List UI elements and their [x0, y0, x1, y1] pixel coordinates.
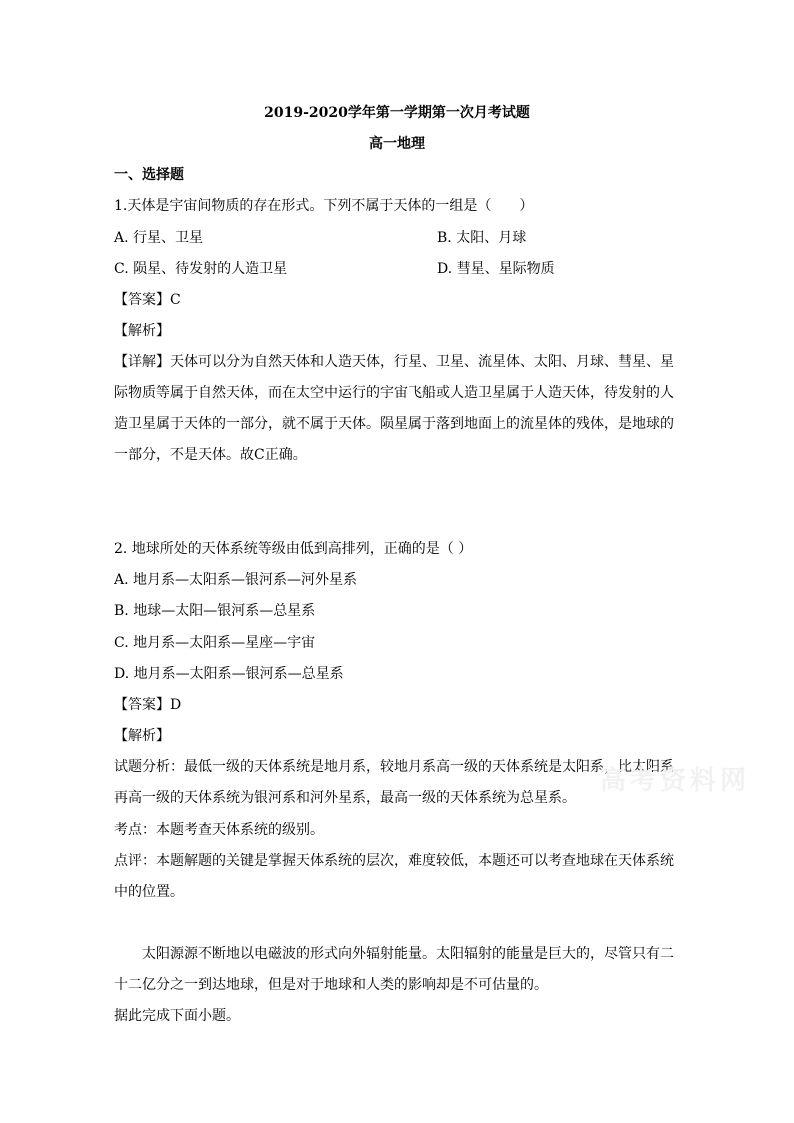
question-2-option-b: B. 地球—太阳—银河系—总星系 — [114, 603, 316, 619]
exam-title: 2019-2020学年第一学期第一次月考试题 — [264, 105, 530, 121]
question-1-stem: 1.天体是宇宙间物质的存在形式。下列不属于天体的一组是（ ） — [114, 198, 534, 214]
question-2-stem: 2. 地球所处的天体系统等级由低到高排列，正确的是（ ） — [114, 541, 473, 557]
question-2-analysis-line: 再高一级的天体系统为银河系和河外星系，最高一级的天体系统为总星系。 — [114, 790, 576, 806]
question-1-option-d: D. 彗星、星际物质 — [437, 261, 555, 277]
material-instruction: 据此完成下面小题。 — [114, 1008, 240, 1024]
question-1-detail-line: 际物质等属于自然天体，而在太空中运行的宇宙飞船或人造卫星属于人造天体，待发射的人 — [114, 385, 674, 401]
exam-subject: 高一地理 — [369, 136, 425, 152]
question-2-answer: 【答案】D — [114, 697, 182, 713]
question-1-answer: 【答案】C — [114, 292, 181, 308]
question-1-detail-line: 【详解】天体可以分为自然天体和人造天体，行星、卫星、流星体、太阳、月球、彗星、星 — [114, 354, 674, 370]
question-1-option-a: A. 行星、卫星 — [114, 230, 204, 246]
question-1-detail-line: 造卫星属于天体的一部分，就不属于天体。陨星属于落到地面上的流星体的残体，是地球的 — [114, 416, 674, 432]
question-1-option-b: B. 太阳、月球 — [437, 230, 527, 246]
question-2-analysis-label: 【解析】 — [114, 728, 170, 744]
section-title: 一、选择题 — [114, 167, 184, 183]
question-2-option-d: D. 地月系—太阳系—银河系—总星系 — [114, 666, 344, 682]
question-2-option-a: A. 地月系—太阳系—银河系—河外星系 — [114, 572, 358, 588]
material-line: 太阳源源不断地以电磁波的形式向外辐射能量。太阳辐射的能量是巨大的，尽管只有二 — [142, 946, 674, 962]
question-2-option-c: C. 地月系—太阳系—星座—宇宙 — [114, 635, 316, 651]
question-2-dianping-line: 中的位置。 — [114, 884, 184, 900]
question-2-kaodian: 考点：本题考查天体系统的级别。 — [114, 822, 324, 838]
question-2-dianping-line: 点评：本题解题的关键是掌握天体系统的层次，难度较低，本题还可以考查地球在天体系统 — [114, 853, 674, 869]
question-1-detail-line: 一部分，不是天体。故C正确。 — [114, 447, 307, 463]
watermark: 高考资料网 — [600, 766, 751, 796]
question-2-analysis-line: 试题分析：最低一级的天体系统是地月系，较地月系高一级的天体系统是太阳系，比太阳系 — [114, 759, 674, 775]
question-1-option-c: C. 陨星、待发射的人造卫星 — [114, 261, 288, 277]
question-1-analysis-label: 【解析】 — [114, 323, 170, 339]
material-line: 十二亿分之一到达地球，但是对于地球和人类的影响却是不可估量的。 — [114, 977, 548, 993]
